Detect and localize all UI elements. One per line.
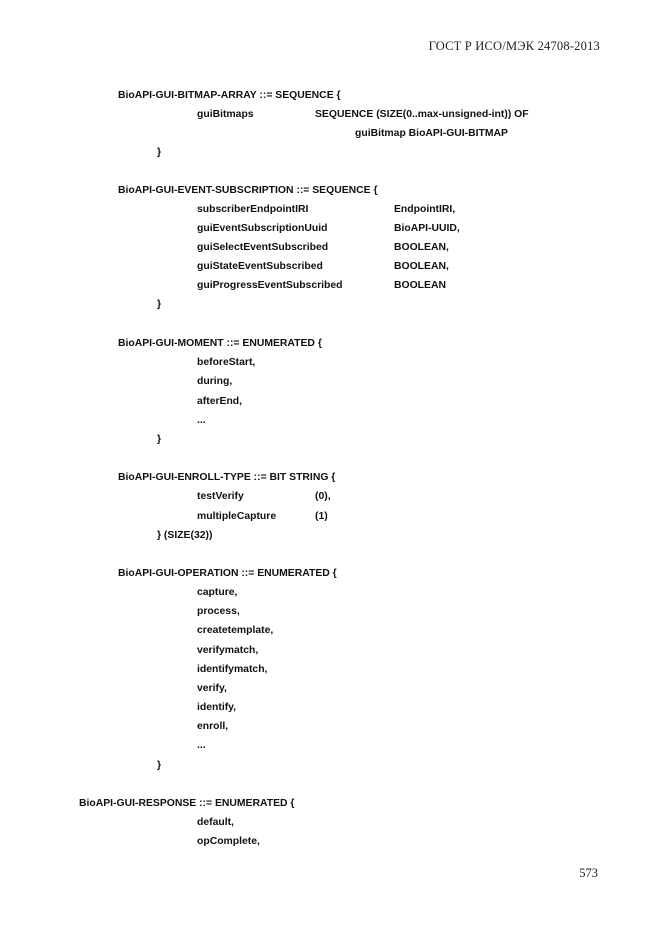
bitmap-array-field-name: guiBitmaps	[197, 109, 254, 120]
bitmap-array-declaration: BioAPI-GUI-BITMAP-ARRAY ::= SEQUENCE {	[118, 90, 341, 101]
page-number: 573	[579, 866, 598, 880]
operation-value: process,	[197, 606, 240, 617]
event-subscription-field-name: guiEventSubscriptionUuid	[197, 223, 328, 234]
event-subscription-field-name: guiProgressEventSubscribed	[197, 280, 343, 291]
operation-value: capture,	[197, 587, 238, 598]
page-header: ГОСТ Р ИСО/МЭК 24708-2013	[428, 39, 600, 53]
enroll-type-field-bit: (0),	[315, 491, 331, 502]
event-subscription-field-type: EndpointIRI,	[394, 204, 456, 215]
event-subscription-field-type: BioAPI-UUID,	[394, 223, 460, 234]
moment-value: beforeStart,	[197, 357, 256, 368]
bitmap-array-field-type-continued: guiBitmap BioAPI-GUI-BITMAP	[355, 128, 508, 139]
event-subscription-field-name: subscriberEndpointIRI	[197, 204, 309, 215]
moment-close-brace: }	[157, 434, 162, 445]
operation-value: verifymatch,	[197, 645, 259, 656]
response-value: default,	[197, 817, 234, 828]
enroll-type-field-bit: (1)	[315, 511, 328, 522]
enroll-type-field-name: testVerify	[197, 491, 244, 502]
operation-value: identifymatch,	[197, 664, 268, 675]
event-subscription-field-type: BOOLEAN,	[394, 242, 449, 253]
response-declaration: BioAPI-GUI-RESPONSE ::= ENUMERATED {	[79, 798, 295, 809]
event-subscription-field-name: guiStateEventSubscribed	[197, 261, 323, 272]
enroll-type-declaration: BioAPI-GUI-ENROLL-TYPE ::= BIT STRING {	[118, 472, 336, 483]
moment-value: during,	[197, 376, 233, 387]
event-subscription-field-type: BOOLEAN	[394, 280, 446, 291]
operation-value: verify,	[197, 683, 227, 694]
operation-value: createtemplate,	[197, 625, 274, 636]
bitmap-array-close-brace: }	[157, 147, 162, 158]
operation-declaration: BioAPI-GUI-OPERATION ::= ENUMERATED {	[118, 568, 337, 579]
moment-value: afterEnd,	[197, 396, 243, 407]
bitmap-array-field-type: SEQUENCE (SIZE(0..max-unsigned-int)) OF	[315, 109, 529, 120]
response-value: opComplete,	[197, 836, 260, 847]
moment-value: ...	[197, 415, 206, 426]
operation-value: enroll,	[197, 721, 229, 732]
operation-value: identify,	[197, 702, 237, 713]
event-subscription-field-name: guiSelectEventSubscribed	[197, 242, 329, 253]
enroll-type-close-brace: } (SIZE(32))	[157, 530, 213, 541]
operation-value: ...	[197, 740, 206, 751]
operation-close-brace: }	[157, 760, 162, 771]
event-subscription-declaration: BioAPI-GUI-EVENT-SUBSCRIPTION ::= SEQUENCE {	[118, 185, 378, 196]
event-subscription-field-type: BOOLEAN,	[394, 261, 449, 272]
moment-declaration: BioAPI-GUI-MOMENT ::= ENUMERATED {	[118, 338, 322, 349]
enroll-type-field-name: multipleCapture	[197, 511, 277, 522]
event-subscription-close-brace: }	[157, 299, 162, 310]
